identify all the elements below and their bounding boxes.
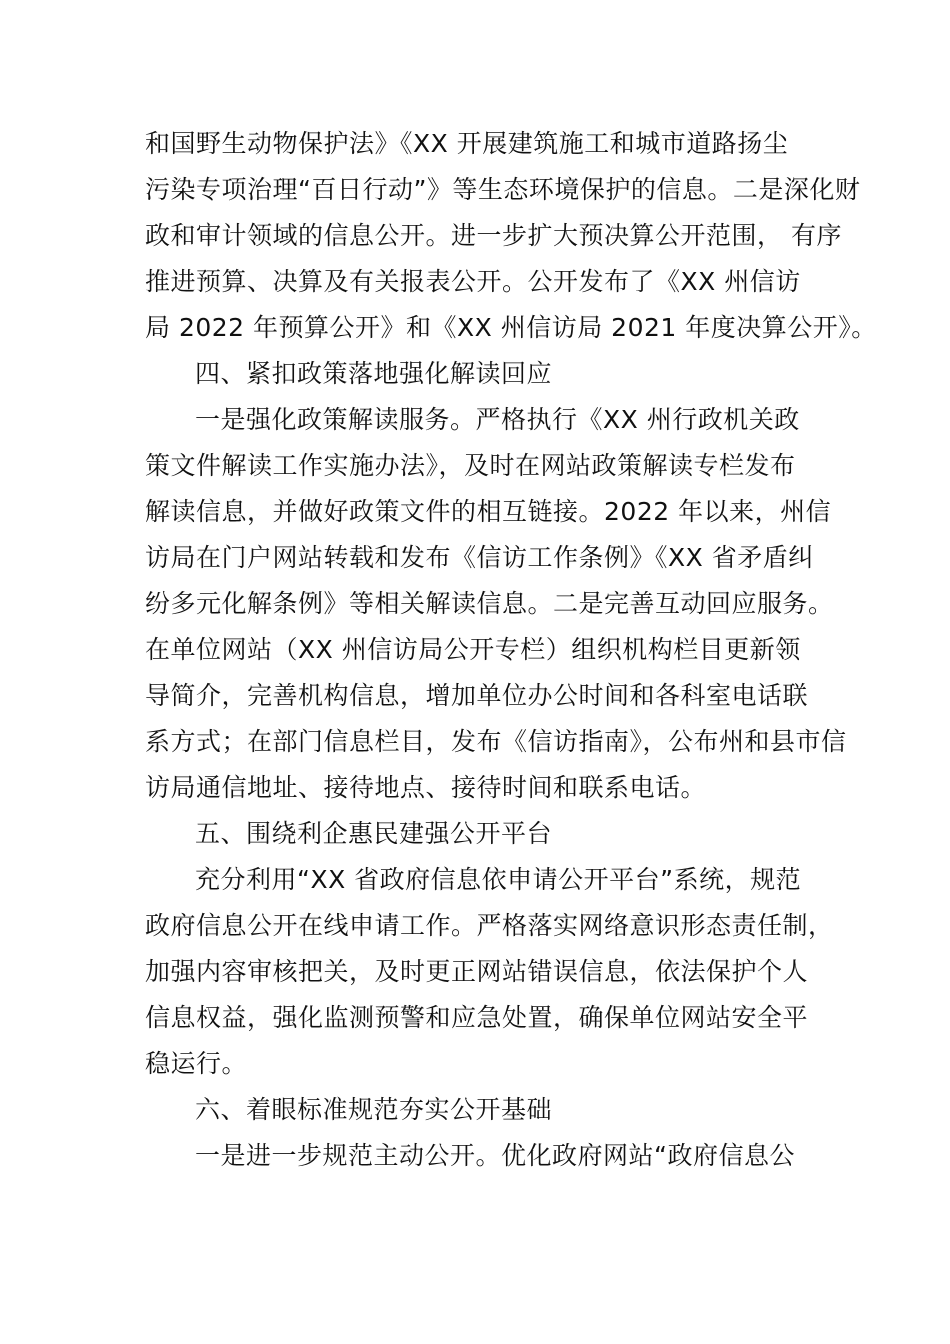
paragraph-line: 加强内容审核把关，及时更正网站错误信息，依法保护个人	[145, 957, 809, 986]
paragraph-line: 访局通信地址、接待地点、接待时间和联系电话。	[145, 773, 707, 802]
paragraph-line: 充分利用“XX 省政府信息依申请公开平台”系统，规范	[195, 865, 802, 894]
paragraph-line: 导简介，完善机构信息，增加单位办公时间和各科室电话联	[145, 681, 809, 710]
paragraph-line: 策文件解读工作实施办法》，及时在网站政策解读专栏发布	[145, 451, 796, 480]
paragraph-line: 信息权益，强化监测预警和应急处置，确保单位网站安全平	[145, 1003, 809, 1032]
paragraph-line: 在单位网站（XX 州信访局公开专栏）组织机构栏目更新领	[145, 635, 801, 664]
paragraph-line: 一是强化政策解读服务。严格执行《XX 州行政机关政	[195, 405, 800, 434]
paragraph-line: 纷多元化解条例》等相关解读信息。二是完善互动回应服务。	[145, 589, 834, 618]
paragraph-line: 污染专项治理“百日行动”》等生态环境保护的信息。二是深化财	[145, 175, 861, 204]
paragraph-line: 和国野生动物保护法》《XX 开展建筑施工和城市道路扬尘	[145, 129, 789, 158]
paragraph-line: 系方式；在部门信息栏目，发布《信访指南》，公布州和县市信	[145, 727, 847, 756]
paragraph-line: 推进预算、决算及有关报表公开。公开发布了《XX 州信访	[145, 267, 801, 296]
section-heading-4: 四、紧扣政策落地强化解读回应	[195, 359, 553, 388]
paragraph-line: 局 2022 年预算公开》和《XX 州信访局 2021 年度决算公开》。	[145, 313, 877, 342]
paragraph-line: 解读信息，并做好政策文件的相互链接。2022 年以来，州信	[145, 497, 832, 526]
section-heading-6: 六、着眼标准规范夯实公开基础	[195, 1095, 553, 1124]
paragraph-line: 政府信息公开在线申请工作。严格落实网络意识形态责任制，	[145, 911, 834, 940]
paragraph-line: 稳运行。	[145, 1049, 248, 1078]
paragraph-line: 访局在门户网站转载和发布《信访工作条例》《XX 省矛盾纠	[145, 543, 814, 572]
paragraph-line: 一是进一步规范主动公开。优化政府网站“政府信息公	[195, 1141, 795, 1170]
paragraph-line: 政和审计领域的信息公开。进一步扩大预决算公开范围， 有序	[145, 221, 842, 250]
section-heading-5: 五、围绕利企惠民建强公开平台	[195, 819, 553, 848]
